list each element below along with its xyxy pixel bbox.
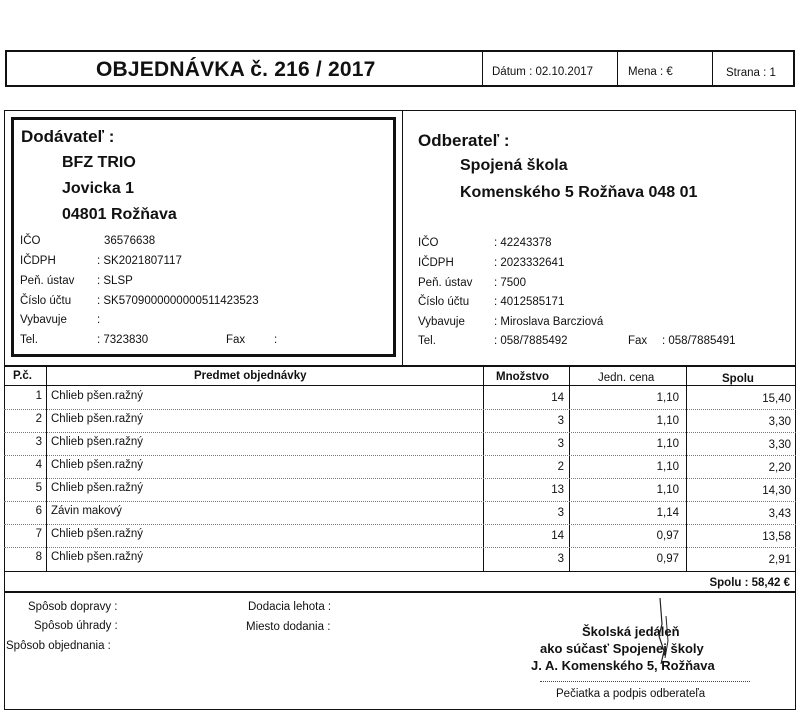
supplier-icdph-value: : SK2021807117 [97,255,182,267]
row-total: 2,20 [768,462,791,474]
row-qty: 3 [557,507,564,519]
supplier-city: 04801 Rožňava [62,206,177,223]
row-unit: 1,10 [656,415,679,427]
row-number: 7 [35,528,42,540]
row-number: 6 [35,505,42,517]
row-unit: 1,10 [656,461,679,473]
supplier-contact-label: Vybavuje [20,314,67,326]
row-qty: 3 [557,553,564,565]
stamp-line-3: J. A. Komenského 5, Rožňava [531,658,715,673]
row-qty: 13 [551,484,564,496]
row-item: Chlieb pšen.ražný [51,436,144,448]
document-page: Strana : 1 [726,67,776,79]
row-number: 2 [35,413,42,425]
customer-bank-label: Peň. ústav [418,277,473,289]
document-title: OBJEDNÁVKA č. 216 / 2017 [96,58,376,81]
col-header-total: Spolu [722,373,754,385]
customer-icdph-value: : 2023332641 [494,257,565,269]
customer-tel-value: : 058/7885492 [494,335,568,347]
supplier-contact-value: : [97,314,101,326]
customer-ico-label: IČO [418,237,439,249]
supplier-fax-label: Fax [226,334,246,346]
row-item: Chlieb pšen.ražný [51,413,144,425]
supplier-fax-value: : [274,334,278,346]
table-total: Spolu : 58,42 € [709,577,790,589]
row-number: 8 [35,551,42,563]
supplier-heading: Dodávateľ : [21,127,115,146]
supplier-account-value: : SK5709000000000511423523 [97,295,259,307]
supplier-street: Jovicka 1 [62,180,135,197]
col-header-item: Predmet objednávky [194,370,307,382]
customer-address: Komenského 5 Rožňava 048 01 [460,184,698,201]
row-total: 3,30 [768,416,791,428]
row-number: 4 [35,459,42,471]
signature-caption: Pečiatka a podpis odberateľa [556,688,706,700]
customer-icdph-label: IČDPH [418,257,454,269]
supplier-bank-value: : SLSP [97,275,133,287]
row-number: 3 [35,436,42,448]
customer-fax-label: Fax [628,335,648,347]
customer-ico-value: : 42243378 [494,237,552,249]
supplier-account-label: Číslo účtu [20,295,72,307]
customer-name: Spojená škola [460,157,568,174]
supplier-ico-label: IČO [20,235,41,247]
ordering-label: Spôsob objednania : [6,640,111,652]
payment-label: Spôsob úhrady : [34,620,118,632]
row-item: Chlieb pšen.ražný [51,551,144,563]
row-unit: 1,14 [656,507,679,519]
document-date: Dátum : 02.10.2017 [492,66,594,78]
customer-heading: Odberateľ : [418,131,510,150]
row-number: 5 [35,482,42,494]
supplier-bank-label: Peň. ústav [20,275,75,287]
customer-contact-value: : Miroslava Barcziová [494,316,604,328]
signature-scribble [650,596,680,666]
customer-bank-value: : 7500 [494,277,526,289]
row-unit: 0,97 [656,530,679,542]
customer-contact-label: Vybavuje [418,316,465,328]
stamp-line-1: Školská jedáleň [582,624,680,639]
col-header-unit: Jedn. cena [598,372,655,384]
col-header-no: P.č. [13,370,32,382]
row-total: 15,40 [762,393,791,405]
row-number: 1 [35,390,42,402]
row-unit: 1,10 [656,484,679,496]
row-total: 2,91 [768,554,791,566]
row-total: 13,58 [762,531,791,543]
delivery-place-label: Miesto dodania : [246,621,331,633]
customer-fax-value: : 058/7885491 [662,335,736,347]
row-total: 3,43 [768,508,791,520]
stamp-line-2: ako súčasť Spojenej školy [540,641,704,656]
row-qty: 3 [557,438,564,450]
delivery-term-label: Dodacia lehota : [248,601,332,613]
customer-account-value: : 4012585171 [494,296,565,308]
row-item: Chlieb pšen.ražný [51,528,144,540]
document-currency: Mena : € [628,66,673,78]
row-item: Chlieb pšen.ražný [51,459,144,471]
supplier-ico-value: 36576638 [104,235,156,247]
supplier-name: BFZ TRIO [62,154,136,171]
row-total: 3,30 [768,439,791,451]
row-qty: 14 [551,392,564,404]
customer-tel-label: Tel. [418,335,436,347]
row-item: Závin makový [51,505,122,517]
customer-account-label: Číslo účtu [418,296,470,308]
row-total: 14,30 [762,485,791,497]
supplier-icdph-label: IČDPH [20,255,56,267]
row-unit: 1,10 [656,392,679,404]
supplier-box [11,117,396,357]
row-qty: 2 [557,461,564,473]
row-qty: 14 [551,530,564,542]
row-qty: 3 [557,415,564,427]
supplier-tel-value: : 7323830 [97,334,149,346]
col-header-qty: Množstvo [496,371,550,383]
row-item: Chlieb pšen.ražný [51,482,144,494]
row-item: Chlieb pšen.ražný [51,390,144,402]
transport-label: Spôsob dopravy : [28,601,118,613]
row-unit: 0,97 [656,553,679,565]
row-unit: 1,10 [656,438,679,450]
supplier-tel-label: Tel. [20,334,38,346]
